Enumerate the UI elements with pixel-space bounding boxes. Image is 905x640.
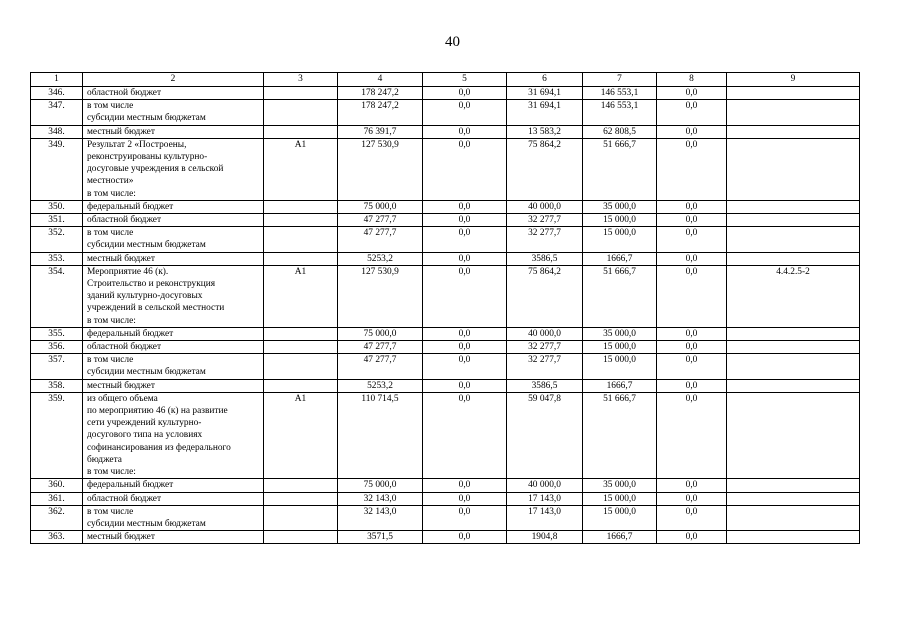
col5-cell: 0,0 <box>423 327 507 340</box>
total-cell: 178 247,2 <box>338 100 423 125</box>
note-cell <box>727 392 860 478</box>
description-cell <box>83 265 264 327</box>
table-row <box>31 505 860 530</box>
description-line: реконструированы культурно- <box>87 152 208 163</box>
table-row <box>31 227 860 252</box>
col6-cell: 32 277,7 <box>507 341 583 354</box>
col7-cell: 146 553,1 <box>583 100 657 125</box>
table-row <box>31 341 860 354</box>
col5-cell: 0,0 <box>423 87 507 100</box>
col8-cell: 0,0 <box>657 354 727 379</box>
header-row <box>31 73 860 87</box>
col7-cell: 51 666,7 <box>583 392 657 478</box>
total-cell: 75 000,0 <box>338 479 423 492</box>
column-header: 7 <box>583 73 657 87</box>
description-line: местный бюджет <box>87 253 155 264</box>
row-number-cell: 358. <box>31 379 83 392</box>
code-cell <box>264 505 338 530</box>
row-number-cell: 347. <box>31 100 83 125</box>
column-header: 8 <box>657 73 727 87</box>
note-cell <box>727 252 860 265</box>
code-cell <box>264 479 338 492</box>
col8-cell: 0,0 <box>657 125 727 138</box>
description-cell <box>83 379 264 392</box>
column-header: 9 <box>727 73 860 87</box>
row-number-cell: 351. <box>31 214 83 227</box>
code-cell: А1 <box>264 265 338 327</box>
note-cell <box>727 379 860 392</box>
note-cell <box>727 531 860 544</box>
description-cell <box>83 100 264 125</box>
col5-cell: 0,0 <box>423 379 507 392</box>
description-cell <box>83 87 264 100</box>
row-number-cell: 354. <box>31 265 83 327</box>
description-line: в том числе <box>87 228 134 239</box>
col7-cell: 51 666,7 <box>583 138 657 200</box>
code-cell <box>264 100 338 125</box>
description-cell <box>83 479 264 492</box>
total-cell: 32 143,0 <box>338 505 423 530</box>
col8-cell: 0,0 <box>657 214 727 227</box>
description-line: из общего объема <box>87 393 158 404</box>
col6-cell: 32 277,7 <box>507 227 583 252</box>
col5-cell: 0,0 <box>423 125 507 138</box>
row-number-cell: 349. <box>31 138 83 200</box>
note-cell: 4.4.2.5-2 <box>727 265 860 327</box>
col8-cell: 0,0 <box>657 479 727 492</box>
note-cell <box>727 505 860 530</box>
note-cell <box>727 327 860 340</box>
total-cell: 47 277,7 <box>338 354 423 379</box>
col6-cell: 3586,5 <box>507 252 583 265</box>
col5-cell: 0,0 <box>423 531 507 544</box>
description-line: субсидии местным бюджетам <box>87 367 206 378</box>
col6-cell: 31 694,1 <box>507 87 583 100</box>
description-line: учреждений в сельской местности <box>87 303 225 314</box>
description-line: областной бюджет <box>87 215 162 226</box>
description-line: софинансирования из федерального <box>87 442 231 453</box>
col8-cell: 0,0 <box>657 265 727 327</box>
col6-cell: 32 277,7 <box>507 354 583 379</box>
code-cell <box>264 531 338 544</box>
col7-cell: 51 666,7 <box>583 265 657 327</box>
col6-cell: 17 143,0 <box>507 505 583 530</box>
code-cell <box>264 87 338 100</box>
total-cell: 32 143,0 <box>338 492 423 505</box>
column-header: 2 <box>83 73 264 87</box>
table-row <box>31 479 860 492</box>
description-cell <box>83 138 264 200</box>
column-header: 6 <box>507 73 583 87</box>
col7-cell: 1666,7 <box>583 252 657 265</box>
col7-cell: 15 000,0 <box>583 214 657 227</box>
col8-cell: 0,0 <box>657 392 727 478</box>
code-cell <box>264 492 338 505</box>
total-cell: 3571,5 <box>338 531 423 544</box>
page-number: 40 <box>445 34 460 50</box>
col7-cell: 146 553,1 <box>583 87 657 100</box>
description-line: в том числе: <box>87 315 136 326</box>
description-cell <box>83 341 264 354</box>
col6-cell: 13 583,2 <box>507 125 583 138</box>
table-row <box>31 214 860 227</box>
total-cell: 127 530,9 <box>338 265 423 327</box>
row-number-cell: 356. <box>31 341 83 354</box>
col5-cell: 0,0 <box>423 214 507 227</box>
col5-cell: 0,0 <box>423 138 507 200</box>
table-row <box>31 125 860 138</box>
total-cell: 178 247,2 <box>338 87 423 100</box>
table-row <box>31 252 860 265</box>
code-cell <box>264 354 338 379</box>
col7-cell: 15 000,0 <box>583 505 657 530</box>
description-cell <box>83 252 264 265</box>
description-line: в том числе <box>87 355 134 366</box>
table-row <box>31 327 860 340</box>
col5-cell: 0,0 <box>423 341 507 354</box>
description-cell <box>83 354 264 379</box>
description-line: областной бюджет <box>87 88 162 98</box>
code-cell: А1 <box>264 392 338 478</box>
row-number-cell: 353. <box>31 252 83 265</box>
total-cell: 76 391,7 <box>338 125 423 138</box>
col6-cell: 31 694,1 <box>507 100 583 125</box>
table-row <box>31 492 860 505</box>
note-cell <box>727 214 860 227</box>
col8-cell: 0,0 <box>657 200 727 213</box>
col6-cell: 32 277,7 <box>507 214 583 227</box>
col5-cell: 0,0 <box>423 200 507 213</box>
description-cell <box>83 214 264 227</box>
description-cell <box>83 327 264 340</box>
column-header: 5 <box>423 73 507 87</box>
code-cell <box>264 341 338 354</box>
row-number-cell: 362. <box>31 505 83 530</box>
code-cell <box>264 379 338 392</box>
col6-cell: 40 000,0 <box>507 479 583 492</box>
col8-cell: 0,0 <box>657 492 727 505</box>
total-cell: 47 277,7 <box>338 341 423 354</box>
total-cell: 47 277,7 <box>338 214 423 227</box>
total-cell: 47 277,7 <box>338 227 423 252</box>
total-cell: 5253,2 <box>338 252 423 265</box>
description-line: областной бюджет <box>87 493 162 504</box>
description-line: досуговые учреждения в сельской <box>87 164 224 175</box>
note-cell <box>727 138 860 200</box>
col5-cell: 0,0 <box>423 100 507 125</box>
col8-cell: 0,0 <box>657 505 727 530</box>
note-cell <box>727 492 860 505</box>
col7-cell: 15 000,0 <box>583 492 657 505</box>
col8-cell: 0,0 <box>657 100 727 125</box>
note-cell <box>727 100 860 125</box>
row-number-cell: 350. <box>31 200 83 213</box>
description-cell <box>83 492 264 505</box>
note-cell <box>727 227 860 252</box>
col7-cell: 15 000,0 <box>583 227 657 252</box>
row-number-cell: 348. <box>31 125 83 138</box>
row-number-cell: 352. <box>31 227 83 252</box>
row-number-cell: 357. <box>31 354 83 379</box>
description-cell <box>83 505 264 530</box>
description-line: федеральный бюджет <box>87 201 174 212</box>
row-number-cell: 346. <box>31 87 83 100</box>
table-row <box>31 200 860 213</box>
col7-cell: 35 000,0 <box>583 200 657 213</box>
table-row <box>31 87 860 100</box>
column-header: 4 <box>338 73 423 87</box>
code-cell: А1 <box>264 138 338 200</box>
col5-cell: 0,0 <box>423 265 507 327</box>
col6-cell: 1904,8 <box>507 531 583 544</box>
col6-cell: 3586,5 <box>507 379 583 392</box>
col7-cell: 15 000,0 <box>583 354 657 379</box>
total-cell: 75 000,0 <box>338 200 423 213</box>
description-line: субсидии местным бюджетам <box>87 240 206 251</box>
row-number-cell: 355. <box>31 327 83 340</box>
col7-cell: 35 000,0 <box>583 327 657 340</box>
row-number-cell: 363. <box>31 531 83 544</box>
total-cell: 127 530,9 <box>338 138 423 200</box>
note-cell <box>727 479 860 492</box>
description-line: в том числе: <box>87 188 136 199</box>
code-cell <box>264 200 338 213</box>
col6-cell: 40 000,0 <box>507 200 583 213</box>
col5-cell: 0,0 <box>423 479 507 492</box>
description-line: по мероприятию 46 (к) на развитие <box>87 406 228 417</box>
col6-cell: 75 864,2 <box>507 265 583 327</box>
row-number-cell: 360. <box>31 479 83 492</box>
row-number-cell: 359. <box>31 392 83 478</box>
total-cell: 110 714,5 <box>338 392 423 478</box>
col8-cell: 0,0 <box>657 327 727 340</box>
col5-cell: 0,0 <box>423 354 507 379</box>
description-line: в том числе <box>87 101 134 112</box>
col7-cell: 62 808,5 <box>583 125 657 138</box>
col8-cell: 0,0 <box>657 138 727 200</box>
description-line: федеральный бюджет <box>87 328 174 339</box>
description-line: бюджета <box>87 454 122 465</box>
total-cell: 75 000,0 <box>338 327 423 340</box>
description-line: Строительство и реконструкция <box>87 279 216 290</box>
description-line: субсидии местным бюджетам <box>87 518 206 529</box>
code-cell <box>264 125 338 138</box>
col6-cell: 59 047,8 <box>507 392 583 478</box>
note-cell <box>727 341 860 354</box>
description-line: федеральный бюджет <box>87 480 174 491</box>
col5-cell: 0,0 <box>423 252 507 265</box>
budget-table <box>30 72 860 544</box>
description-line: местности» <box>87 176 134 187</box>
col7-cell: 1666,7 <box>583 379 657 392</box>
description-cell <box>83 200 264 213</box>
table-row <box>31 531 860 544</box>
total-cell: 5253,2 <box>338 379 423 392</box>
table-row <box>31 265 860 327</box>
code-cell <box>264 214 338 227</box>
note-cell <box>727 354 860 379</box>
note-cell <box>727 87 860 100</box>
code-cell <box>264 252 338 265</box>
description-line: в том числе <box>87 506 134 517</box>
col8-cell: 0,0 <box>657 227 727 252</box>
row-number-cell: 361. <box>31 492 83 505</box>
description-line: местный бюджет <box>87 532 155 543</box>
table-row <box>31 379 860 392</box>
description-line: субсидии местным бюджетам <box>87 113 206 124</box>
table-row <box>31 354 860 379</box>
description-line: местный бюджет <box>87 126 155 137</box>
table-row <box>31 100 860 125</box>
col8-cell: 0,0 <box>657 252 727 265</box>
description-line: досугового типа на условиях <box>87 430 203 441</box>
description-cell <box>83 227 264 252</box>
col5-cell: 0,0 <box>423 505 507 530</box>
description-line: Результат 2 «Построены, <box>87 139 187 150</box>
col8-cell: 0,0 <box>657 379 727 392</box>
code-cell <box>264 227 338 252</box>
col7-cell: 35 000,0 <box>583 479 657 492</box>
note-cell <box>727 200 860 213</box>
description-cell <box>83 125 264 138</box>
col7-cell: 15 000,0 <box>583 341 657 354</box>
table-row <box>31 392 860 478</box>
description-line: местный бюджет <box>87 380 155 391</box>
col5-cell: 0,0 <box>423 492 507 505</box>
description-line: сети учреждений культурно- <box>87 418 202 429</box>
col6-cell: 17 143,0 <box>507 492 583 505</box>
col5-cell: 0,0 <box>423 227 507 252</box>
col8-cell: 0,0 <box>657 531 727 544</box>
description-line: Мероприятие 46 (к). <box>87 266 169 277</box>
description-line: в том числе: <box>87 467 136 478</box>
col8-cell: 0,0 <box>657 87 727 100</box>
col6-cell: 75 864,2 <box>507 138 583 200</box>
description-cell <box>83 392 264 478</box>
description-line: зданий культурно-досуговых <box>87 291 203 302</box>
col6-cell: 40 000,0 <box>507 327 583 340</box>
code-cell <box>264 327 338 340</box>
col7-cell: 1666,7 <box>583 531 657 544</box>
description-line: областной бюджет <box>87 342 162 353</box>
table-row <box>31 138 860 200</box>
note-cell <box>727 125 860 138</box>
column-header: 1 <box>31 73 83 87</box>
col5-cell: 0,0 <box>423 392 507 478</box>
col8-cell: 0,0 <box>657 341 727 354</box>
column-header: 3 <box>264 73 338 87</box>
description-cell <box>83 531 264 544</box>
